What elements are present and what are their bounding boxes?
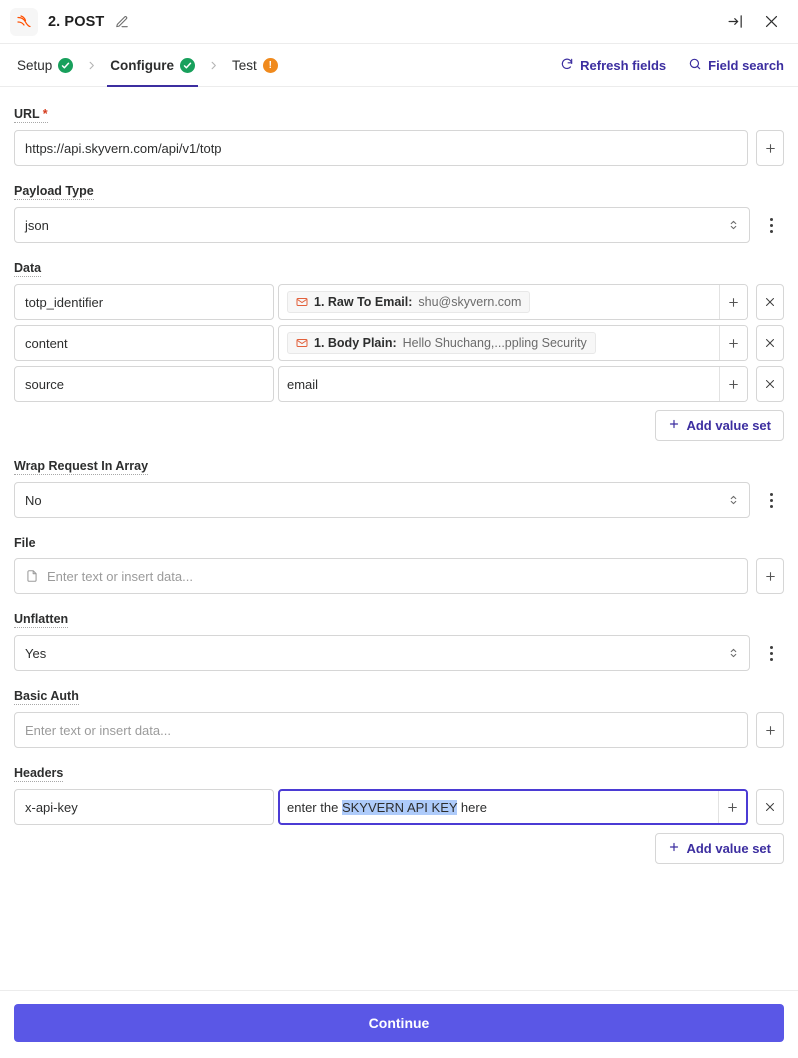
- field-headers-label: Headers: [14, 766, 64, 780]
- step-list: [14, 44, 281, 86]
- file-icon: [25, 569, 39, 583]
- continue-button[interactable]: Continue: [14, 1004, 784, 1042]
- field-unflatten: [14, 610, 784, 671]
- field-file-label: File: [14, 536, 36, 550]
- data-value-input-2[interactable]: [278, 325, 748, 361]
- tab-test-label: Test: [232, 57, 257, 73]
- email-icon: [296, 296, 308, 308]
- field-unflatten-label: Unflatten: [14, 612, 69, 626]
- basic-auth-input[interactable]: [14, 712, 748, 748]
- field-search-button[interactable]: [688, 44, 784, 86]
- tab-setup[interactable]: [14, 45, 76, 87]
- url-insert-data-button[interactable]: [756, 130, 784, 166]
- data-value-input-3[interactable]: [278, 366, 748, 402]
- data-token-1[interactable]: [287, 291, 530, 313]
- tab-test-status-badge: !: [263, 58, 278, 73]
- email-icon: [296, 337, 308, 349]
- field-wrap-label: Wrap Request In Array: [14, 459, 149, 473]
- field-unflatten-row: [14, 635, 784, 671]
- refresh-fields-label: Refresh fields: [580, 57, 667, 73]
- file-input-placeholder: Enter text or insert data...: [47, 568, 193, 584]
- data-token-2[interactable]: [287, 332, 596, 354]
- headers-value-input-1[interactable]: [278, 789, 748, 825]
- file-input[interactable]: [14, 558, 748, 594]
- data-row-3: [14, 366, 784, 402]
- data-remove-button-2[interactable]: [756, 325, 784, 361]
- field-basic-auth-row: [14, 712, 784, 748]
- collapse-panel-icon[interactable]: [722, 9, 748, 35]
- field-url-label: [14, 107, 48, 123]
- stepbar-spacer: [281, 44, 538, 86]
- file-insert-data-button[interactable]: [756, 558, 784, 594]
- field-wrap-request-in-array: [14, 457, 784, 518]
- field-basic-auth: [14, 687, 784, 748]
- required-marker: *: [42, 107, 48, 121]
- data-value-input-1[interactable]: [278, 284, 748, 320]
- refresh-fields-button[interactable]: [560, 44, 666, 86]
- data-value-text-3: email: [287, 376, 319, 392]
- pencil-icon[interactable]: [112, 12, 132, 32]
- tab-configure-status-badge: [180, 58, 195, 73]
- refresh-icon: [560, 57, 574, 74]
- page-title: 2. POST: [48, 13, 105, 30]
- data-insert-data-button-2[interactable]: [719, 326, 747, 360]
- step-tabs: [0, 44, 798, 87]
- wrap-request-more-options-icon[interactable]: [758, 482, 784, 518]
- chevron-right-icon-1: [76, 44, 107, 86]
- payload-type-more-options-icon[interactable]: [758, 207, 784, 243]
- headers-key-value-1: x-api-key: [25, 799, 78, 815]
- data-add-value-set-row: [14, 410, 784, 441]
- payload-type-select[interactable]: [14, 207, 750, 243]
- basic-auth-insert-data-button[interactable]: [756, 712, 784, 748]
- chevron-updown-icon: [728, 492, 739, 508]
- data-token-label-2: 1. Body Plain:: [314, 336, 397, 350]
- data-insert-data-button-1[interactable]: [719, 285, 747, 319]
- wrap-request-value: No: [25, 492, 42, 508]
- headers-row-1: [14, 789, 784, 825]
- field-file: [14, 534, 784, 594]
- data-remove-button-1[interactable]: [756, 284, 784, 320]
- url-input[interactable]: [14, 130, 748, 166]
- data-remove-button-3[interactable]: [756, 366, 784, 402]
- configure-form: [0, 87, 798, 990]
- tab-setup-status-badge: [58, 58, 73, 73]
- headers-value-selected: SKYVERN API KEY: [341, 799, 458, 815]
- headers-value-prefix: enter the: [287, 799, 342, 815]
- data-key-value-1: totp_identifier: [25, 294, 104, 310]
- unflatten-select[interactable]: [14, 635, 750, 671]
- unflatten-more-options-icon[interactable]: [758, 635, 784, 671]
- tab-configure[interactable]: [107, 45, 198, 87]
- headers-value-text-1: [287, 800, 718, 815]
- data-key-value-3: source: [25, 376, 65, 392]
- close-icon[interactable]: [758, 9, 784, 35]
- headers-key-input-1[interactable]: [14, 789, 274, 825]
- data-token-value-1: shu@skyvern.com: [418, 295, 522, 309]
- plus-icon: [668, 841, 680, 856]
- field-search-label: Field search: [708, 57, 784, 73]
- data-add-value-set-label: Add value set: [686, 418, 771, 433]
- titlebar: [0, 0, 798, 44]
- chevron-updown-icon: [728, 645, 739, 661]
- tab-setup-label: Setup: [17, 57, 53, 73]
- data-insert-data-button-3[interactable]: [719, 367, 747, 401]
- field-headers: [14, 764, 784, 864]
- app-logo-icon: [10, 8, 38, 36]
- plus-icon: [668, 418, 680, 433]
- field-payload-type: [14, 182, 784, 243]
- data-key-input-3[interactable]: [14, 366, 274, 402]
- url-input-value: https://api.skyvern.com/api/v1/totp: [25, 140, 222, 156]
- data-key-input-1[interactable]: [14, 284, 274, 320]
- data-row-1: [14, 284, 784, 320]
- data-row-2: [14, 325, 784, 361]
- footer: [0, 990, 798, 1058]
- data-key-value-2: content: [25, 335, 68, 351]
- field-payload-type-label: Payload Type: [14, 184, 94, 198]
- headers-insert-data-button-1[interactable]: [718, 791, 746, 823]
- basic-auth-placeholder: Enter text or insert data...: [25, 722, 171, 738]
- field-wrap-row: [14, 482, 784, 518]
- headers-add-value-set-row: [14, 833, 784, 864]
- data-key-input-2[interactable]: [14, 325, 274, 361]
- data-token-value-2: Hello Shuchang,...ppling Security: [402, 336, 587, 350]
- headers-add-value-set-button[interactable]: [655, 833, 784, 864]
- wrap-request-select[interactable]: [14, 482, 750, 518]
- data-token-label-1: 1. Raw To Email:: [314, 295, 413, 309]
- field-url-row: [14, 130, 784, 166]
- field-url: [14, 105, 784, 166]
- field-data: [14, 259, 784, 441]
- field-data-label: Data: [14, 261, 42, 275]
- headers-add-value-set-label: Add value set: [686, 841, 771, 856]
- field-basic-auth-label: Basic Auth: [14, 689, 79, 703]
- tab-configure-label: Configure: [110, 57, 175, 73]
- chevron-updown-icon: [728, 217, 739, 233]
- headers-value-suffix: here: [457, 799, 487, 815]
- unflatten-value: Yes: [25, 645, 47, 661]
- chevron-right-icon-2: [198, 44, 229, 86]
- payload-type-value: json: [25, 217, 49, 233]
- tab-test[interactable]: [229, 45, 281, 87]
- headers-remove-button-1[interactable]: [756, 789, 784, 825]
- search-icon: [688, 57, 702, 74]
- field-file-row: [14, 558, 784, 594]
- field-payload-type-row: [14, 207, 784, 243]
- field-url-label-text: URL: [14, 107, 40, 121]
- data-add-value-set-button[interactable]: [655, 410, 784, 441]
